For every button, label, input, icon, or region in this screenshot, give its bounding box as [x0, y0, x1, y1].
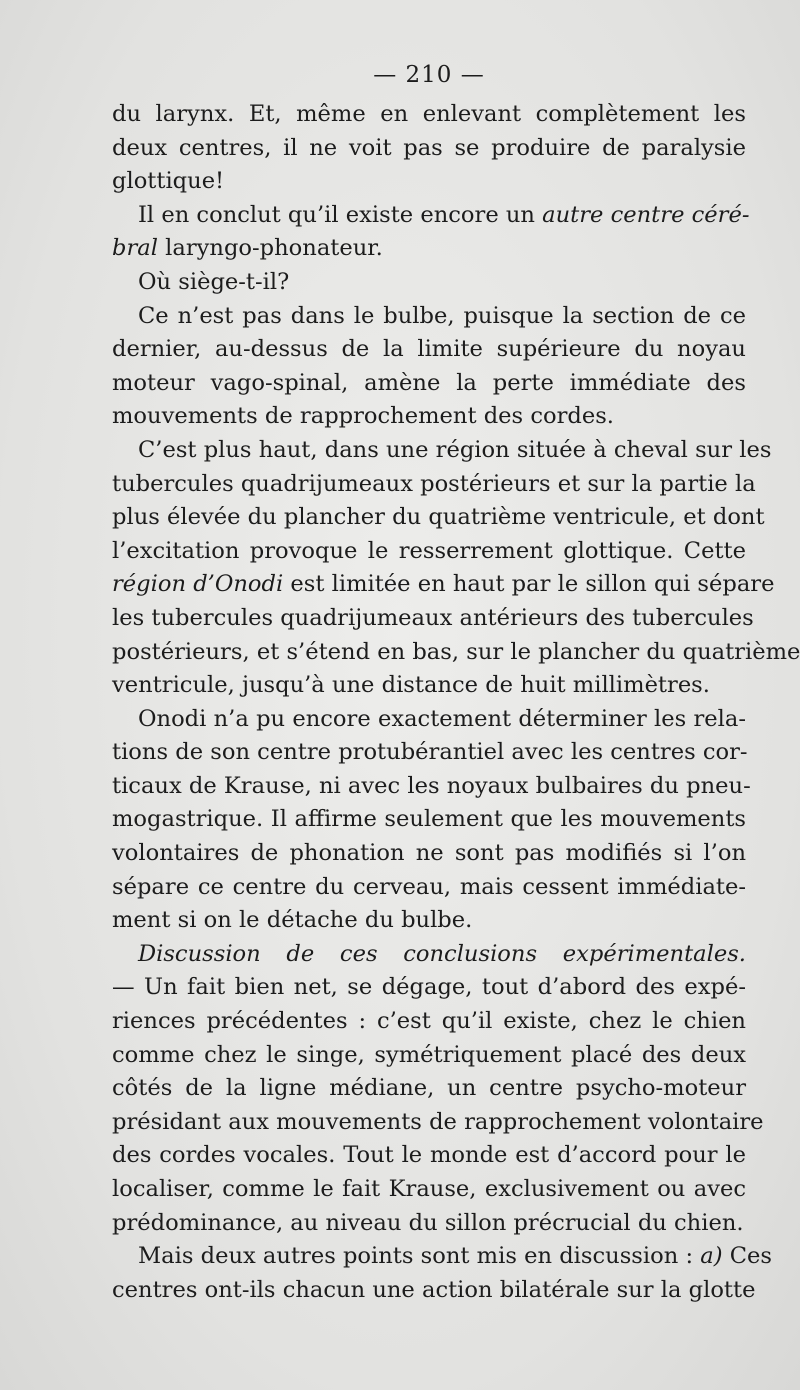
text-line [112, 1274, 756, 1308]
line-text: moteur vago-spinal, amène la perte immédiate des [112, 369, 746, 396]
line-text: mouvements de rapprochement des cordes. [112, 403, 614, 430]
text-line [112, 1106, 764, 1140]
italic-text: a) [700, 1243, 723, 1270]
text-line [112, 1072, 746, 1106]
line-text: côtés de la ligne médiane, un centre psycho-moteur [112, 1075, 746, 1102]
line-text: mogastrique. Il affirme seulement que les mouvements [112, 806, 746, 833]
text-line [112, 904, 746, 938]
line-text: Onodi n’a pu encore exactement déterminer les rela- [138, 705, 746, 732]
text-line [112, 736, 746, 770]
italic-text: autre centre céré- [542, 201, 750, 228]
italic-text: Discussion de ces conclusions expérimentales. [138, 940, 746, 967]
line-text: glottique! [112, 168, 225, 195]
line-text: Mais deux autres points sont mis en discussion : [138, 1243, 701, 1270]
line-text: du larynx. Et, même en enlevant complètement les [112, 101, 746, 127]
text-line [112, 1240, 772, 1274]
line-text: Ces [722, 1243, 772, 1270]
line-text: riences précédentes : c’est qu’il existe, chez le chien [112, 1008, 746, 1035]
text-line [112, 703, 746, 737]
italic-text: bral [112, 235, 158, 262]
text-line [112, 1207, 746, 1241]
text-line [112, 770, 751, 804]
line-text: localiser, comme le fait Krause, exclusivement ou avec [112, 1176, 746, 1202]
line-text: volontaires de phonation ne sont pas modifiés si l’on [112, 840, 746, 867]
body-text [112, 98, 800, 1307]
text-line [112, 98, 746, 132]
line-text: présidant aux mouvements de rapprochement volontaire [112, 1108, 764, 1135]
text-line [112, 669, 746, 703]
text-line [112, 535, 746, 569]
line-text: les tubercules quadrijumeaux antérieurs des tubercules [112, 604, 754, 631]
text-line [112, 602, 754, 636]
line-text: C’est plus haut, dans une région située à cheval sur les [138, 436, 772, 463]
text-line [112, 199, 750, 233]
text-line [112, 1139, 746, 1173]
text-line [112, 1173, 746, 1207]
text-line [112, 871, 746, 905]
line-text: centres ont-ils chacun une action bilatérale sur la glotte [112, 1276, 756, 1303]
line-text: comme chez le singe, symétriquement placé des deux [112, 1041, 746, 1068]
line-text: laryngo-phonateur. [157, 235, 383, 262]
line-text: tubercules quadrijumeaux postérieurs et sur la partie la [112, 470, 756, 497]
text-line [112, 400, 746, 434]
text-line [112, 333, 746, 367]
text-line [112, 434, 772, 468]
text-line [112, 837, 746, 871]
line-text: des cordes vocales. Tout le monde est d’accord pour le [112, 1142, 746, 1169]
text-page [112, 58, 800, 1358]
line-text: ventricule, jusqu’à une distance de huit millimètres. [112, 672, 710, 699]
text-line [112, 300, 746, 334]
text-line [112, 568, 775, 602]
line-text: dernier, au-dessus de la limite supérieure du noyau [112, 336, 746, 363]
text-line [112, 938, 746, 972]
line-text: ment si on le détache du bulbe. [112, 907, 473, 934]
text-line [112, 1039, 746, 1073]
line-text: postérieurs, et s’étend en bas, sur le plancher du quatrième [112, 638, 800, 665]
text-line [112, 367, 746, 401]
text-line [112, 165, 746, 199]
text-line [112, 971, 746, 1005]
italic-text: région d’Onodi [112, 571, 284, 598]
line-text: est limitée en haut par le sillon qui sépare [283, 571, 775, 598]
line-text: — Un fait bien net, se dégage, tout d’abord des expé- [112, 974, 746, 1001]
text-line [112, 232, 746, 266]
text-line [112, 266, 746, 300]
text-line [112, 803, 746, 837]
text-line [112, 501, 765, 535]
text-line [112, 636, 800, 670]
page-number: — 210 — [373, 62, 485, 88]
line-text: tions de son centre protubérantiel avec les centres cor- [112, 739, 748, 766]
line-text: plus élevée du plancher du quatrième ventricule, et dont [112, 504, 765, 531]
line-text: l’excitation provoque le resserrement glottique. Cette [112, 537, 746, 564]
line-text: sépare ce centre du cerveau, mais cessent immédiate- [112, 873, 746, 900]
line-text: Ce n’est pas dans le bulbe, puisque la section de ce [138, 302, 746, 329]
line-text: deux centres, il ne voit pas se produire de paralysie [112, 134, 746, 161]
line-text: Il en conclut qu’il existe encore un [138, 201, 543, 228]
line-text: ticaux de Krause, ni avec les noyaux bulbaires du pneu- [112, 772, 751, 799]
text-line [112, 132, 746, 166]
line-text: prédominance, au niveau du sillon précrucial du chien. [112, 1209, 744, 1236]
text-line [112, 468, 756, 502]
line-text: Où siège-t-il? [138, 268, 290, 295]
text-line [112, 1005, 746, 1039]
